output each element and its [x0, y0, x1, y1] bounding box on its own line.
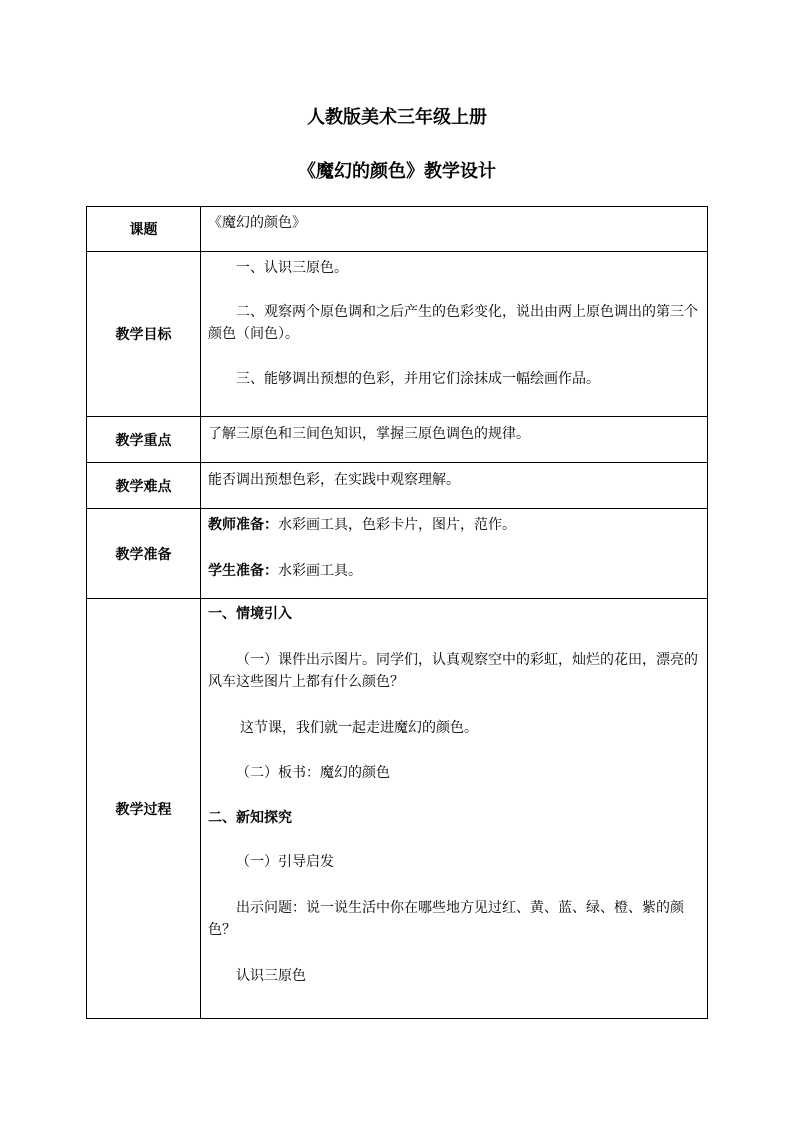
process-paragraph-4: （一）引导启发: [236, 854, 334, 870]
difficulties-label: 教学难点: [87, 463, 201, 509]
student-preparation-value: 水彩画工具。: [278, 563, 362, 579]
key-points-cell: [201, 417, 708, 463]
student-preparation: [208, 560, 701, 582]
difficulties-value: 能否调出预想色彩，在实践中观察理解。: [208, 472, 460, 488]
key-points-label: 教学重点: [87, 417, 201, 463]
objectives-cell: [201, 252, 708, 417]
objectives-label: 教学目标: [87, 252, 201, 417]
process-label: 教学过程: [87, 599, 201, 1019]
teacher-preparation: [208, 514, 701, 536]
topic-label: 课题: [87, 207, 201, 252]
difficulties-cell: [201, 463, 708, 509]
process-paragraph-3: （二）板书：魔幻的颜色: [236, 765, 390, 781]
document-subtitle: 《魔幻的颜色》教学设计: [298, 161, 496, 182]
process-paragraph-1: （一）课件出示图片。同学们，认真观察空中的彩虹，灿烂的花田，漂亮的风车这些图片上都有什么颜色？: [208, 652, 698, 690]
table-row-objectives: [87, 252, 708, 417]
table-row-key-points: [87, 417, 708, 463]
lesson-plan-table: [86, 206, 708, 1019]
student-preparation-label: 学生准备：: [208, 563, 278, 579]
process-cell: [201, 599, 708, 1019]
process-paragraph-5: 出示问题：说一说生活中你在哪些地方见过红、黄、蓝、绿、橙、紫的颜色？: [208, 900, 684, 938]
document-title: 人教版美术三年级上册: [307, 107, 487, 128]
teacher-preparation-value: 水彩画工具，色彩卡片，图片，范作。: [278, 517, 516, 533]
key-points-value: 了解三原色和三间色知识，掌握三原色调色的规律。: [208, 426, 530, 442]
objective-2: 二、观察两个原色调和之后产生的色彩变化，说出由两上原色调出的第三个颜色（间色）。: [208, 304, 698, 342]
teacher-preparation-label: 教师准备：: [208, 517, 278, 533]
topic-cell: [201, 207, 708, 252]
objective-1: 一、认识三原色。: [236, 260, 348, 276]
table-row-topic: [87, 207, 708, 252]
process-paragraph-2: 这节课，我们就一起走进魔幻的颜色。: [240, 720, 478, 736]
table-row-preparation: [87, 509, 708, 599]
process-heading-1: 一、情境引入: [208, 606, 292, 622]
process-paragraph-6: 认识三原色: [236, 968, 306, 984]
preparation-cell: [201, 509, 708, 599]
topic-value: 《魔幻的颜色》: [208, 215, 306, 231]
objective-3: 三、能够调出预想的色彩，并用它们涂抹成一幅绘画作品。: [236, 371, 600, 387]
preparation-label: 教学准备: [87, 509, 201, 599]
table-row-difficulties: [87, 463, 708, 509]
process-heading-2: 二、新知探究: [208, 810, 292, 826]
table-row-process: [87, 599, 708, 1019]
